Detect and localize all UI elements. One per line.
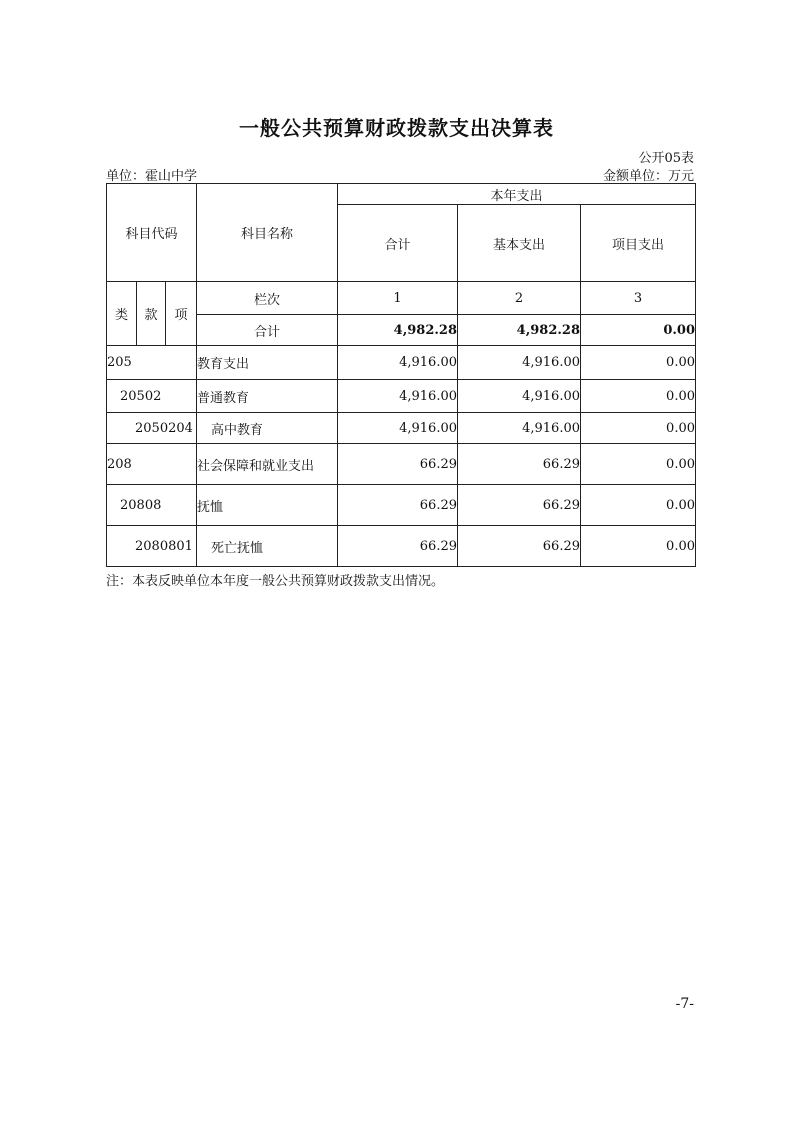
table-row — [107, 444, 696, 485]
row-code: 20808 — [107, 485, 197, 526]
header-col1: 1 — [338, 282, 458, 315]
table-row — [107, 413, 696, 444]
header-col2: 2 — [458, 282, 581, 315]
unit-label: 单位：霍山中学 — [106, 169, 198, 184]
table-row — [107, 485, 696, 526]
row-total: 66.29 — [338, 485, 458, 526]
row-total: 66.29 — [338, 526, 458, 567]
row-code: 2050204 — [107, 413, 197, 444]
row-basic: 66.29 — [458, 485, 581, 526]
row-code: 2080801 — [107, 526, 197, 567]
row-name: 教育支出 — [197, 346, 338, 380]
row-name: 社会保障和就业支出 — [197, 444, 338, 485]
header-kuan: 款 — [137, 282, 166, 346]
money-unit-label: 金额单位：万元 — [602, 169, 694, 184]
row-basic: 66.29 — [458, 526, 581, 567]
header-code: 科目代码 — [107, 184, 197, 282]
row-basic: 4,916.00 — [458, 413, 581, 444]
row-basic: 4,916.00 — [458, 346, 581, 380]
header-name: 科目名称 — [197, 184, 338, 282]
expenditure-table — [106, 183, 696, 567]
sum-label: 合计 — [197, 315, 338, 346]
row-code: 208 — [107, 444, 197, 485]
page-title: 一般公共预算财政拨款支出决算表 — [239, 116, 554, 140]
row-name: 死亡抚恤 — [197, 526, 338, 567]
header-total: 合计 — [338, 205, 458, 282]
header-col3: 3 — [581, 282, 696, 315]
header-xiang: 项 — [166, 282, 197, 346]
header-basic: 基本支出 — [458, 205, 581, 282]
row-name: 高中教育 — [197, 413, 338, 444]
sum-project: 0.00 — [581, 315, 696, 346]
header-col-order: 栏次 — [197, 282, 338, 315]
row-project: 0.00 — [581, 485, 696, 526]
form-number: 公开05表 — [638, 151, 694, 166]
row-basic: 66.29 — [458, 444, 581, 485]
table-row — [107, 380, 696, 413]
sum-total: 4,982.28 — [338, 315, 458, 346]
table-row — [107, 346, 696, 380]
row-project: 0.00 — [581, 444, 696, 485]
row-total: 66.29 — [338, 444, 458, 485]
table-note: 注：本表反映单位本年度一般公共预算财政拨款支出情况。 — [106, 574, 445, 589]
row-name: 抚恤 — [197, 485, 338, 526]
row-code: 205 — [107, 346, 197, 380]
table-row — [107, 526, 696, 567]
header-project: 项目支出 — [581, 205, 696, 282]
row-basic: 4,916.00 — [458, 380, 581, 413]
row-total: 4,916.00 — [338, 413, 458, 444]
row-name: 普通教育 — [197, 380, 338, 413]
header-lei: 类 — [107, 282, 137, 346]
sum-basic: 4,982.28 — [458, 315, 581, 346]
header-year-expense: 本年支出 — [338, 184, 696, 205]
row-code: 20502 — [107, 380, 197, 413]
row-total: 4,916.00 — [338, 380, 458, 413]
row-project: 0.00 — [581, 413, 696, 444]
page-number: -7- — [675, 996, 694, 1012]
row-project: 0.00 — [581, 346, 696, 380]
row-project: 0.00 — [581, 380, 696, 413]
row-total: 4,916.00 — [338, 346, 458, 380]
row-project: 0.00 — [581, 526, 696, 567]
